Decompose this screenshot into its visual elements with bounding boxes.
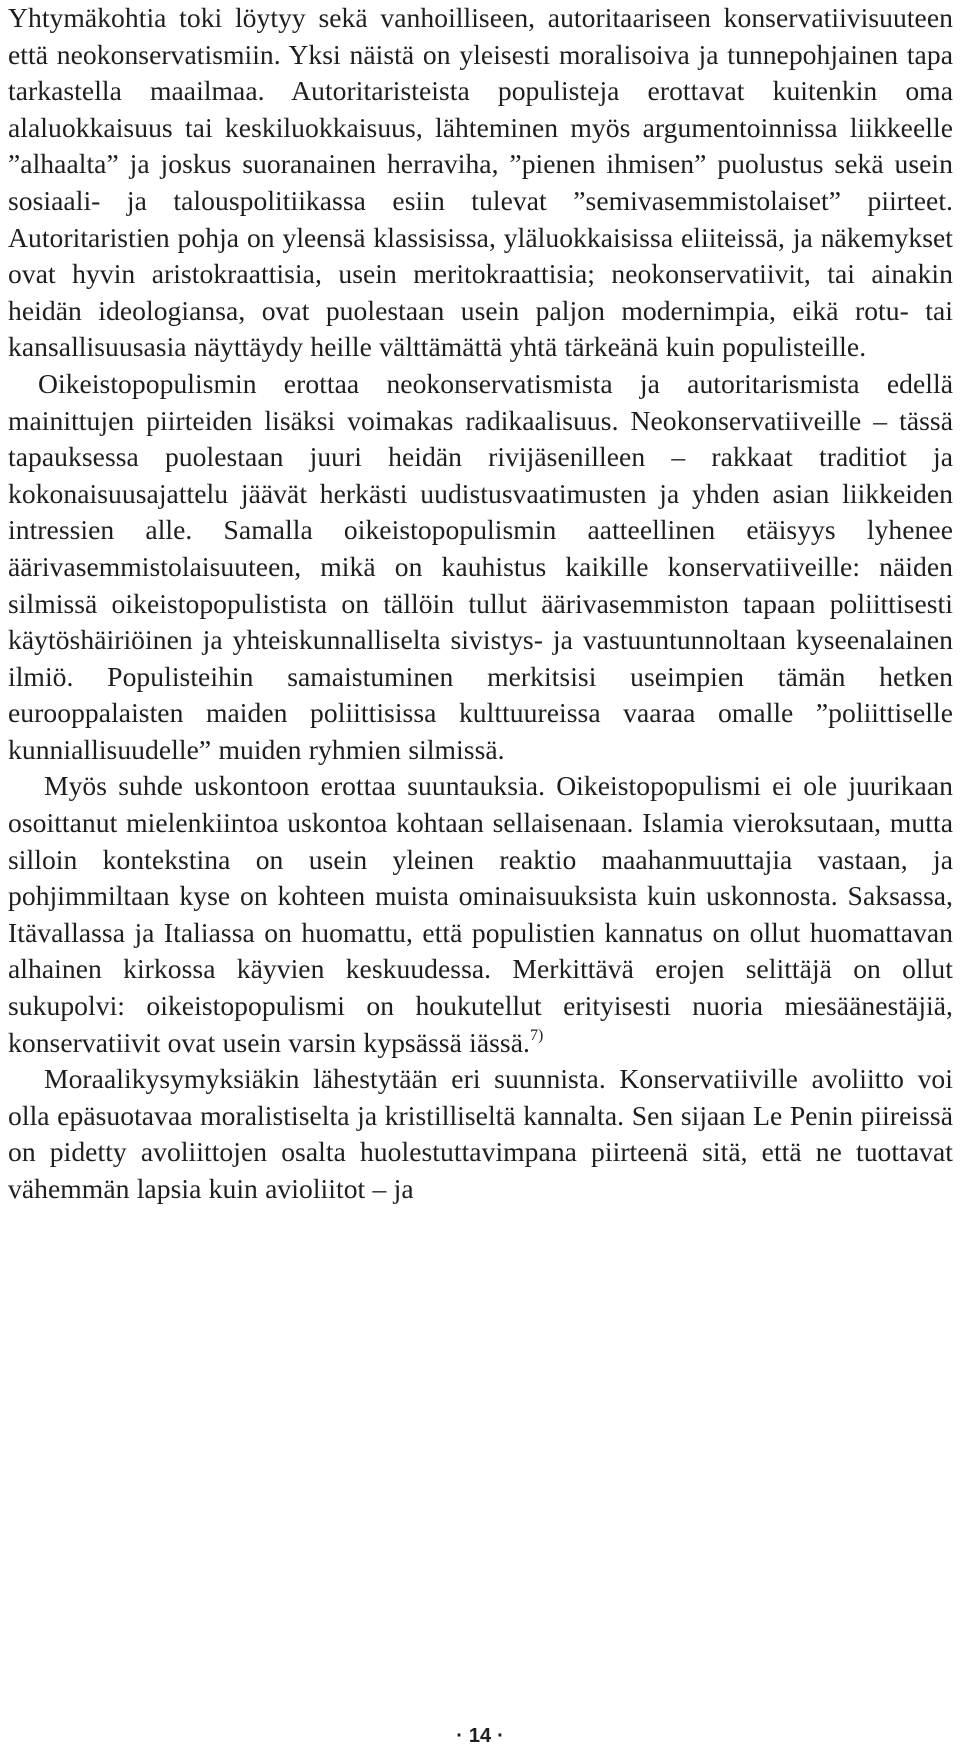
paragraph-3 xyxy=(8,768,953,1061)
body-text xyxy=(8,0,953,1208)
paragraph-1: Yhtymäkohtia toki löytyy sekä vanhoilliseen, autoritaariseen konservatiivisuuteen että neokonservatismiin. Yksi näistä on yleisesti moralisoiva ja tunnepohjainen tapa tarkastella maailmaa. Autoritaristeista populisteja erottavat kuitenkin oma alaluokkaisuus tai keskiluokkaisuus, lähteminen myös argumentoinnissa liikkeelle ”alhaalta” ja joskus suoranainen herraviha, ”pienen ihmisen” puolustus sekä usein sosiaali- ja talouspolitiikassa esiin tulevat ”semivasemmistolaiset” piirteet. Autoritaristien pohja on yleensä klassisissa, yläluokkaisissa eliiteissä, ja näkemykset ovat hyvin aristokraattisia, usein meritokraattisia; neokonservatiivit, tai ainakin heidän ideologiansa, ovat puolestaan usein paljon modernimpia, eikä rotu- tai kansallisuusasia näyttäydy heille välttämättä yhtä tärkeänä kuin populisteille. xyxy=(8,2,953,363)
footnote-reference[interactable]: 7) xyxy=(529,1026,544,1044)
page-number-value: 14 xyxy=(468,1725,492,1747)
page-number xyxy=(0,1725,960,1748)
page-number-right-dot: · xyxy=(497,1725,504,1747)
page-number-left-dot: · xyxy=(456,1725,463,1747)
paragraph-4: Moraalikysymyksiäkin lähestytään eri suunnista. Konservatiiville avoliitto voi olla epäsuotavaa moralistiselta ja kristilliseltä kannalta. Sen sijaan Le Penin piireissä on pidetty avoliittojen osalta huolestuttavimpana piirteenä sitä, että ne tuottavat vähemmän lapsia kuin avioliitot – ja xyxy=(8,1063,953,1204)
document-page xyxy=(8,0,953,1208)
paragraph-3-text: Myös suhde uskontoon erottaa suuntauksia. Oikeistopopulismi ei ole juurikaan osoittanut mielenkiintoa uskontoa kohtaan sellaisenaan. Islamia vieroksutaan, mutta silloin kontekstina on usein yleinen reaktio maahanmuuttajia vastaan, ja pohjimmiltaan kyse on kohteen muista ominaisuuksista kuin uskonnosta. Saksassa, Itävallassa ja Italiassa on huomattu, että populistien kannatus on ollut huomattavan alhainen kirkossa käyvien keskuudessa. Merkittävä erojen selittäjä on ollut sukupolvi: oikeistopopulismi on houkutellut erityisesti nuoria miesäänestäjiä, konservatiivit ovat usein varsin kypsässä iässä. xyxy=(8,770,953,1058)
paragraph-2: Oikeistopopulismin erottaa neokonservatismista ja autoritarismista edellä mainittujen piirteiden lisäksi voimakas radikaalisuus. Neokonservatiiveille – tässä tapauksessa puolestaan juuri heidän rivijäsenilleen – rakkaat traditiot ja kokonaisuusajattelu jäävät herkästi uudistusvaatimusten ja yhden asian liikkeiden intressien alle. Samalla oikeistopopulismin aatteellinen etäisyys lyhenee äärivasemmistolaisuuteen, mikä on kauhistus kaikille konservatiiveille: näiden silmissä oikeistopopulistista on tällöin tullut äärivasemmiston tapaan poliittisesti käytöshäiriöinen ja yhteiskunnalliselta sivistys- ja vastuuntunnoltaan kyseenalainen ilmiö. Populisteihin samaistuminen merkitsisi useimpien tämän hetken eurooppalaisten maiden poliittisissa kulttuureissa vaaraa omalle ”poliittiselle kunniallisuudelle” muiden ryhmien silmissä. xyxy=(8,367,953,765)
